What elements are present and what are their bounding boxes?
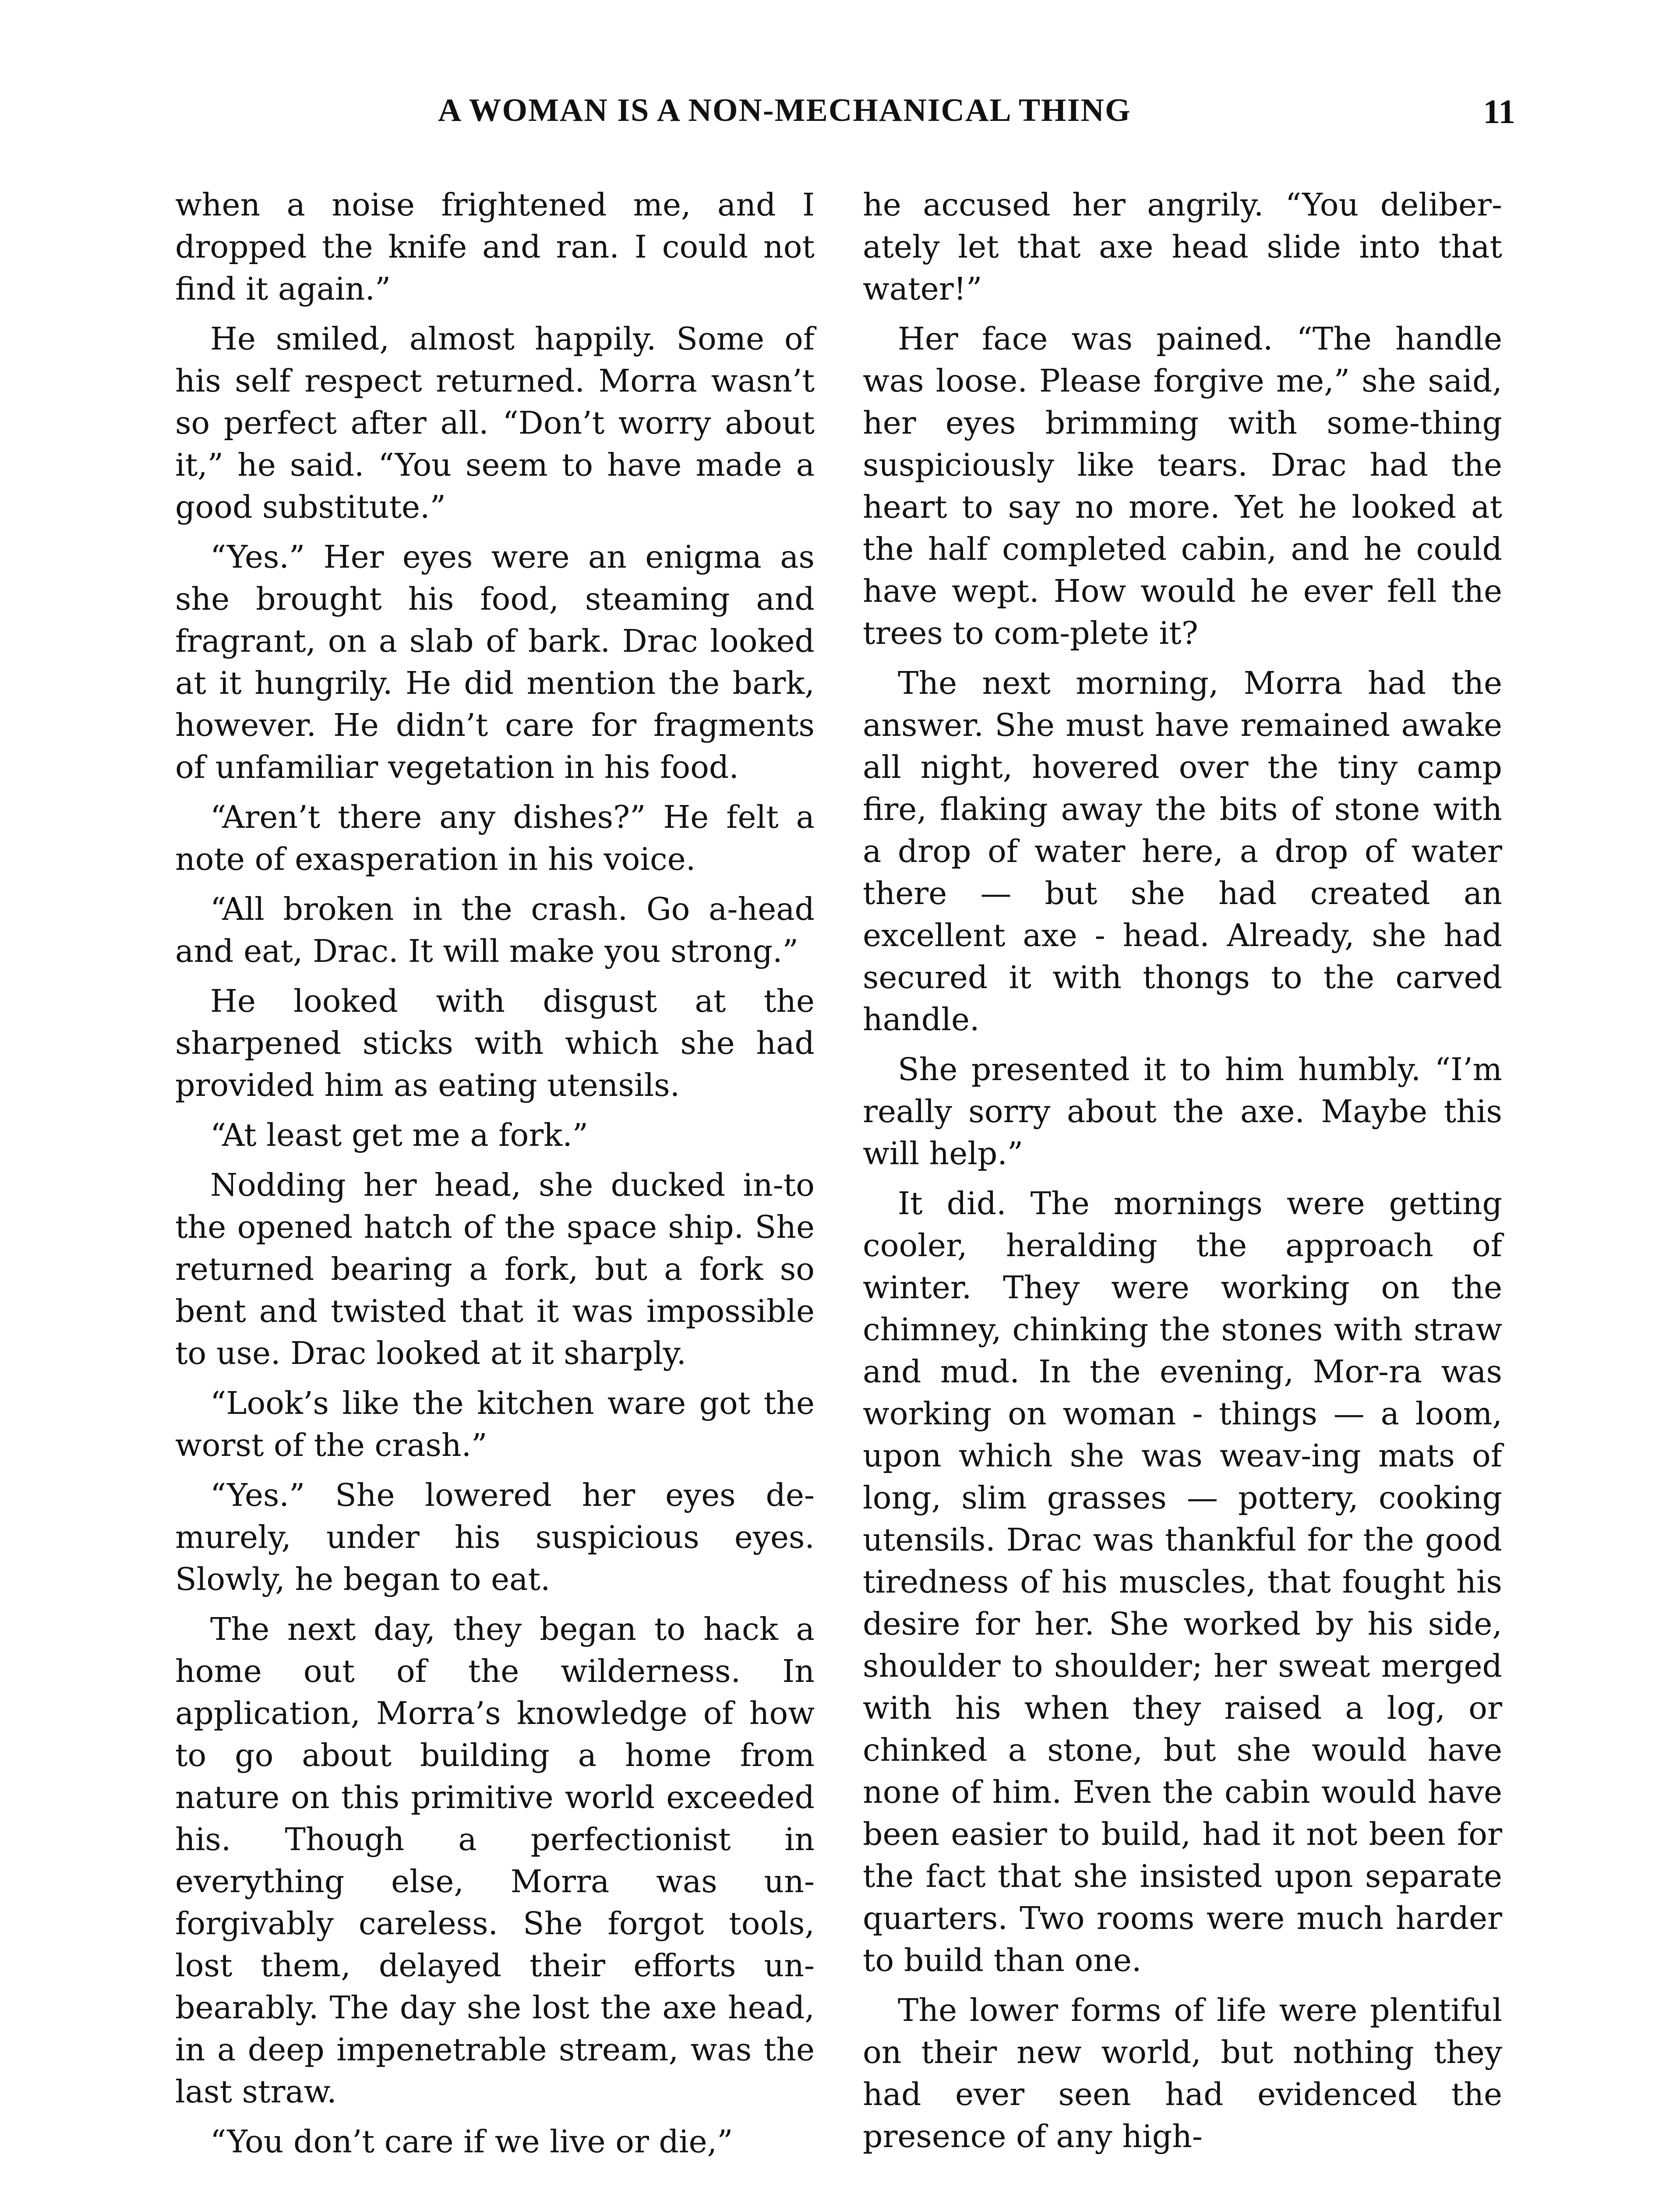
paragraph: “Yes.” She lowered her eyes de-murely, under his suspicious eyes. Slowly, he began to eat. [175, 1477, 815, 1597]
left-column [175, 184, 815, 2171]
paragraph: “Yes.” Her eyes were an enigma as she brought his food, steaming and fragrant, on a slab of bark. Drac looked at it hungrily. He did mention the bark, however. He didn’t care for fragments of unfamiliar vegetation in his food. [175, 539, 815, 785]
paragraph: The lower forms of life were plentiful on their new world, but nothing they had ever seen had evidenced the presence of any high- [863, 1992, 1502, 2155]
paragraph: It did. The mornings were getting cooler, heralding the approach of winter. They were working on the chimney, chinking the stones with straw and mud. In the evening, Mor-ra was working on woman - things — a loom, upon which she was weav-ing mats of long, slim grasses — pottery, cooking utensils. Drac was thankful for the good tiredness of his muscles, that fought his desire for her. She worked by his side, shoulder to shoulder; her sweat merged with his when they raised a log, or chinked a stone, but she would have none of him. Even the cabin would have been easier to build, had it not been for the fact that she insisted upon separate quarters. Two rooms were much harder to build than one. [863, 1185, 1502, 1978]
paragraph: He smiled, almost happily. Some of his self respect returned. Morra wasn’t so perfect after all. “Don’t worry about it,” he said. “You seem to have made a good substitute.” [175, 321, 815, 525]
paragraph: The next morning, Morra had the answer. She must have remained awake all night, hovered over the tiny camp fire, flaking away the bits of stone with a drop of water here, a drop of water there — but she had created an excellent axe - head. Already, she had secured it with thongs to the carved handle. [863, 665, 1502, 1038]
right-column [863, 184, 1502, 2165]
page-header [0, 92, 1515, 145]
paragraph: She presented it to him humbly. “I’m really sorry about the axe. Maybe this will help.” [863, 1051, 1502, 1172]
paragraph: he accused her angrily. “You deliber-ately let that axe head slide into that water!” [863, 187, 1502, 307]
paragraph: He looked with disgust at the sharpened sticks with which she had provided him as eating utensils. [175, 983, 815, 1103]
page-number: 11 [1483, 92, 1515, 131]
paragraph: “Look’s like the kitchen ware got the worst of the crash.” [175, 1385, 815, 1463]
paragraph: when a noise frightened me, and I dropped the knife and ran. I could not find it again.” [175, 187, 815, 307]
paragraph: “All broken in the crash. Go a-head and eat, Drac. It will make you strong.” [175, 891, 815, 969]
paragraph: The next day, they began to hack a home out of the wilderness. In application, Morra’s knowledge of how to go about building a home from nature on this primitive world exceeded his. Though a perfectionist in everything else, Morra was un-forgivably careless. She forgot tools, lost them, delayed their efforts un-bearably. The day she lost the axe head, in a deep impenetrable stream, was the last straw. [175, 1611, 815, 2110]
paragraph: “Aren’t there any dishes?” He felt a note of exasperation in his voice. [175, 799, 815, 877]
running-title: A WOMAN IS A NON-MECHANICAL THING [438, 92, 1131, 128]
paragraph: Nodding her head, she ducked in-to the opened hatch of the space ship. She returned bearing a fork, but a fork so bent and twisted that it was impossible to use. Drac looked at it sharply. [175, 1167, 815, 1371]
paragraph: “At least get me a fork.” [210, 1117, 589, 1153]
paragraph: Her face was pained. “The handle was loose. Please forgive me,” she said, her eyes brimming with some-thing suspiciously like tears. Drac had the heart to say no more. Yet he looked at the half completed cabin, and he could have wept. How would he ever fell the trees to com-plete it? [863, 321, 1502, 651]
paragraph: “You don’t care if we live or die,” [210, 2123, 733, 2160]
